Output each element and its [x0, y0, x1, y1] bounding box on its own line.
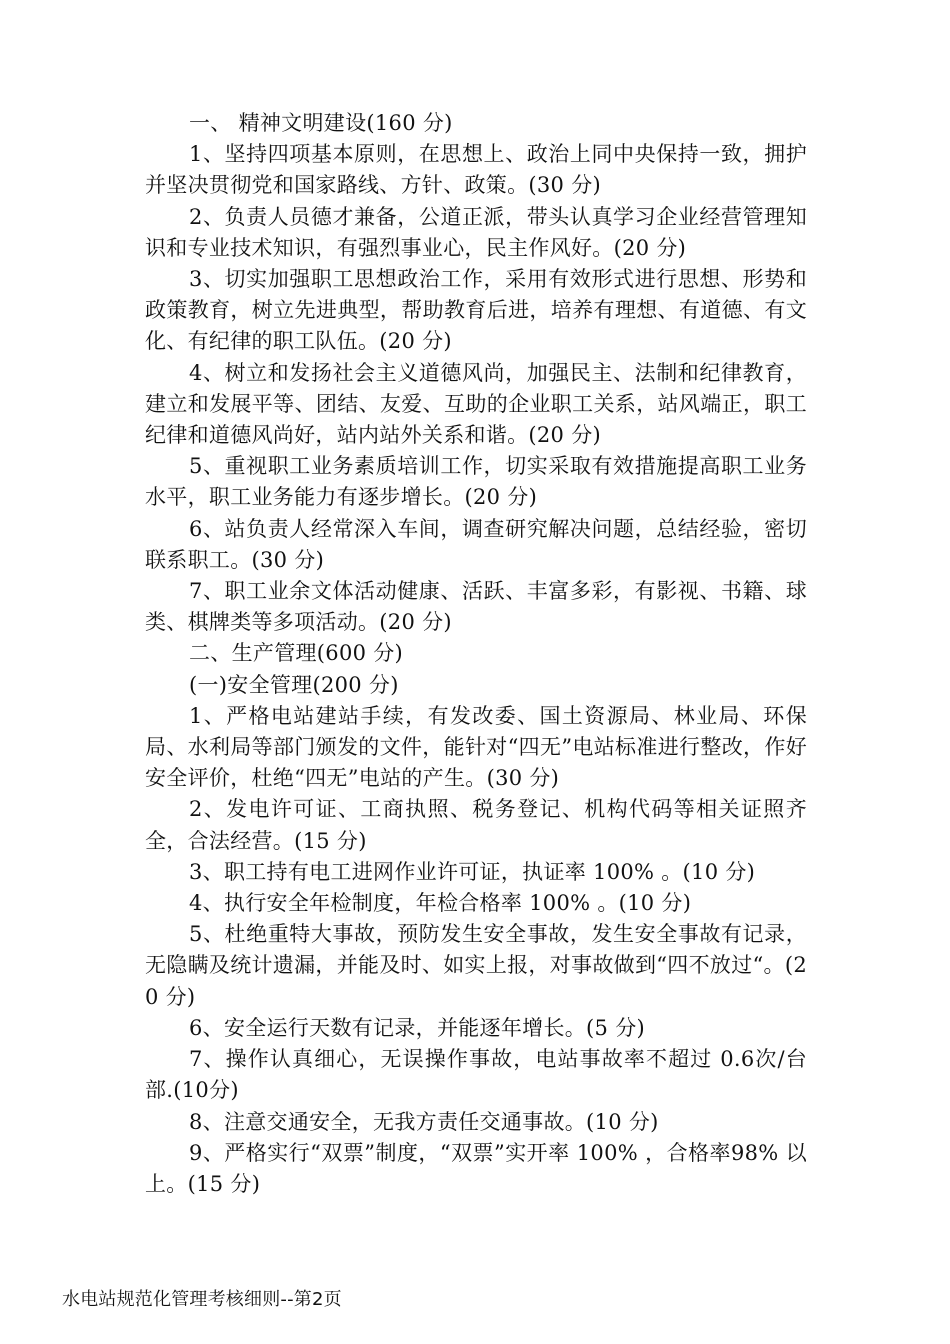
paragraph-2-7: 7、操作认真细心，无误操作事故，电站事故率不超过 0.6次/台部.(10分) — [145, 1047, 807, 1103]
paragraph-1-1: 1、坚持四项基本原则，在思想上、政治上同中央保持一致，拥护并坚决贯彻党和国家路线、方针、政策。(30 分) — [145, 142, 807, 198]
document-body — [145, 108, 807, 1200]
paragraph-2-9: 9、严格实行“双票”制度，“双票”实开率 100% ，合格率98% 以上。(15 分) — [145, 1140, 807, 1196]
page-footer: 水电站规范化管理考核细则--第2页 — [62, 1289, 342, 1310]
paragraph-1-7: 7、职工业余文体活动健康、活跃、丰富多彩，有影视、书籍、球类、棋牌类等多项活动。(20 分) — [145, 579, 807, 635]
paragraph-2-2: 2、发电许可证、工商执照、税务登记、机构代码等相关证照齐全，合法经营。(15 分) — [145, 797, 807, 853]
section-heading-1: 一、 精神文明建设(160 分) — [189, 111, 453, 135]
paragraph-1-5: 5、重视职工业务素质培训工作，切实采取有效措施提高职工业务水平，职工业务能力有逐步增长。(20 分) — [145, 454, 807, 510]
paragraph-1-3: 3、切实加强职工思想政治工作，采用有效形式进行思想、形势和政策教育，树立先进典型，帮助教育后进，培养有理想、有道德、有文化、有纪律的职工队伍。(20 分) — [145, 267, 807, 354]
paragraph-2-3: 3、职工持有电工进网作业许可证，执证率 100% 。(10 分) — [189, 859, 756, 884]
paragraph-2-1: 1、严格电站建站手续，有发改委、国土资源局、林业局、环保局、水利局等部门颁发的文件，能针对“四无”电站标准进行整改，作好安全评价，杜绝“四无”电站的产生。(30 分) — [145, 703, 807, 791]
paragraph-2-4: 4、执行安全年检制度，年检合格率 100% 。(10 分) — [189, 891, 692, 916]
paragraph-1-2: 2、负责人员德才兼备，公道正派，带头认真学习企业经营管理知识和专业技术知识，有强烈事业心，民主作风好。(20 分) — [145, 204, 807, 260]
subsection-heading-safety: (一)安全管理(200 分) — [189, 672, 399, 697]
paragraph-2-5: 5、杜绝重特大事故，预防发生安全事故，发生安全事故有记录，无隐瞒及统计遗漏，并能及时、如实上报，对事故做到“四不放过“。(20 分) — [145, 922, 807, 1009]
paragraph-1-6: 6、站负责人经常深入车间，调查研究解决问题，总结经验，密切联系职工。(30 分) — [145, 516, 807, 572]
section-heading-2: 二、生产管理(600 分) — [189, 641, 404, 666]
paragraph-2-8: 8、注意交通安全，无我方责任交通事故。(10 分) — [189, 1109, 659, 1134]
paragraph-1-4: 4、树立和发扬社会主义道德风尚，加强民主、法制和纪律教育，建立和发展平等、团结、友爱、互助的企业职工关系，站风端正，职工纪律和道德风尚好，站内站外关系和谐。(20 分) — [145, 360, 807, 448]
paragraph-2-6: 6、安全运行天数有记录，并能逐年增长。(5 分) — [189, 1015, 645, 1040]
